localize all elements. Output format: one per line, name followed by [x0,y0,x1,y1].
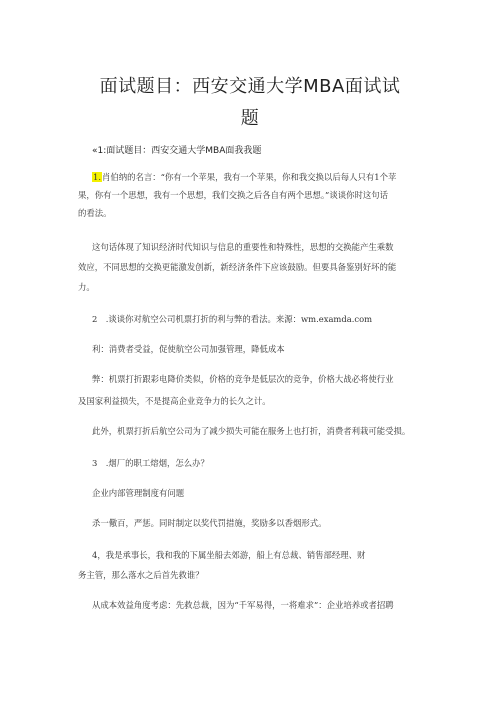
paragraph-line: 2 .谈谈你对航空公司机票打折的利与弊的看法。来源：wm.examda.com [92,314,373,324]
paragraph-line: 杀一儆百，严惩。同时制定以奖代罚措施，奖励多以香烟形式。 [92,518,327,528]
page-title: 面试题目：西安交通大学MBA面试试 [99,76,401,97]
paragraph-line: 企业内部管理制度有问题 [92,488,185,498]
paragraph-line: 弊：机票打折跟彩电降价类似，价格的竞争是低层次的竞争，价格大战必将使行业 [92,374,394,384]
paragraph-line: 从成本效益角度考虑：先救总裁，因为“千军易得，一将难求”：企业培养或者招聘 [92,600,394,610]
paragraph-line: 果，你有一个思想，我有一个思想，我们交换之后各自有两个思想。”谈谈你时这句话 [78,190,388,200]
paragraph-line: 4，我是承事长，我和我的下属坐船去郊游，船上有总裁、销售部经理、财 [92,550,366,560]
paragraph-line: 1.肖伯纳的名言：“你有一个苹果，我有一个苹果，你和我交换以后每人只有1个苹 [93,172,397,182]
paragraph-line: 利：消费者受益，促使航空公司加强管理，降低成本 [92,344,285,354]
paragraph-line: 这句话体现了知识经济时代知识与信息的重要性和特殊性，思想的交换能产生乘数 [92,242,394,252]
paragraph-line: 效应，不同思想的交换更能激发创新，新经济条件下应该鼓励。但要具备鉴别好坏的能 [78,262,397,272]
document-subtitle: «1:面试题目：西安交通大学MBA面我我题 [92,146,262,156]
paragraph-line: 此外，机票打折后航空公司为了减少损失可能在服务上也打折，消费者利栽可能受损。 [92,426,411,436]
paragraph-line: 及国家利益损失，不是提高企业竞争力的长久之计。 [78,396,271,406]
paragraph-line: 3 .烟厂的职工熔烟，怎么办？ [92,458,209,468]
paragraph-line: 务主管，那么落水之后首先救谁？ [78,570,204,580]
paragraph-line: 的看法。 [78,208,112,218]
page-title-continued: 题 [240,108,260,129]
paragraph-line: 力。 [78,282,95,292]
highlight-marker: 1. [93,172,101,182]
